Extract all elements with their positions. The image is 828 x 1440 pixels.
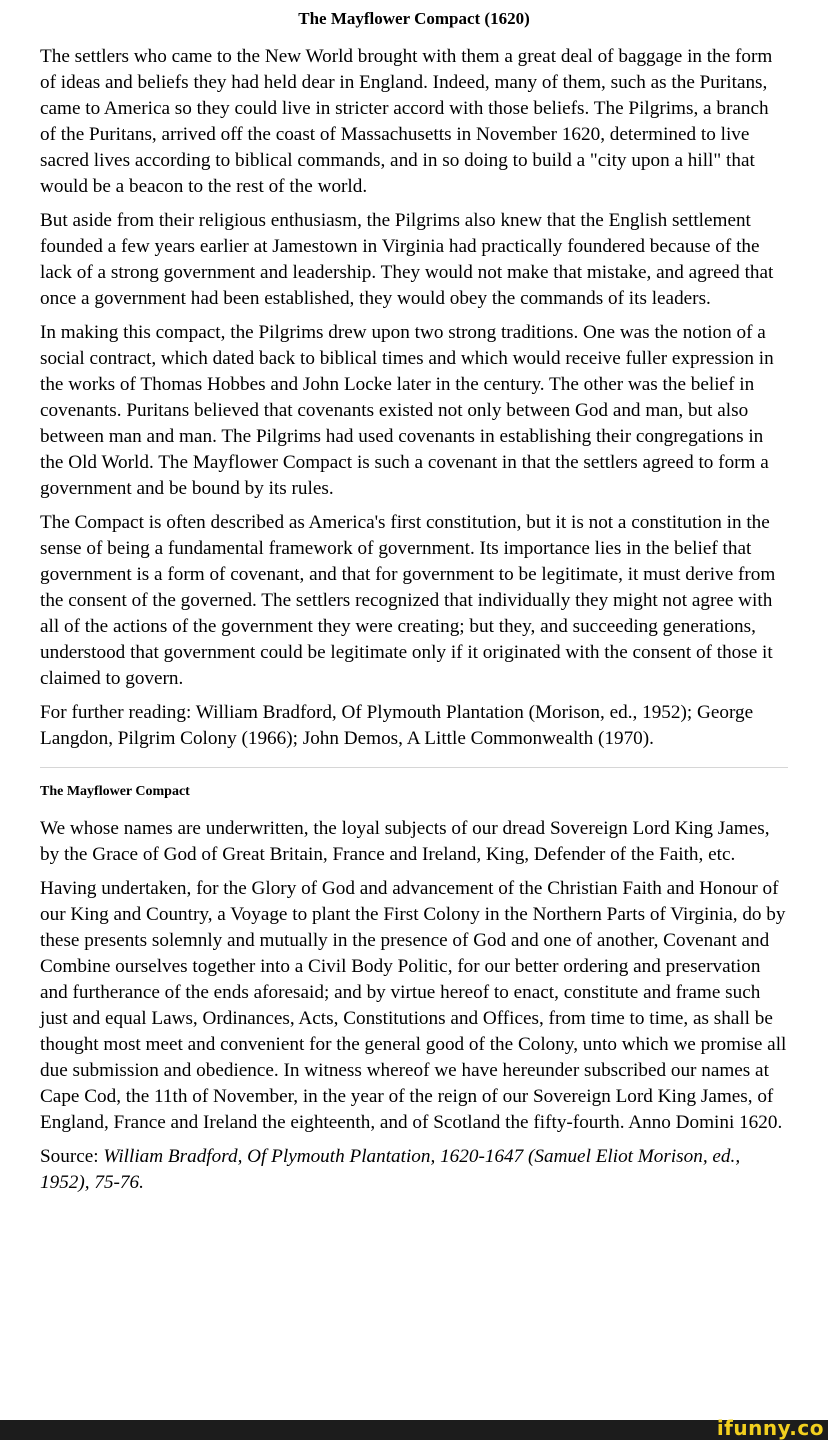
intro-paragraph-4: The Compact is often described as America's first constitution, but it is not a constitution in the sense of being a fundamental framework of government. Its importance lies in the belief that government is a form of covenant, and that for government to be legitimate, it must derive from the consent of the governed. The settlers recognized that individually they might not agree with all of the actions of the government they were creating; but they, and succeeding generations, understood that government could be legitimate only if it originated with the consent of those it claimed to govern. (40, 512, 776, 689)
footer-bar (0, 1420, 828, 1440)
intro-paragraph-1: The settlers who came to the New World brought with them a great deal of baggage in the form of ideas and beliefs they had held dear in England. Indeed, many of them, such as the Puritans, came to America so they could live in stricter accord with those beliefs. The Pilgrims, a branch of the Puritans, arrived off the coast of Massachusetts in November 1620, determined to live sacred lives according to biblical commands, and in so doing to build a "city upon a hill" that would be a beacon to the rest of the world. (40, 46, 773, 197)
compact-section-title: The Mayflower Compact (40, 784, 190, 799)
ifunny-watermark: ifunny.co (716, 1416, 824, 1440)
compact-paragraph-1: We whose names are underwritten, the loyal subjects of our dread Sovereign Lord King James, by the Grace of God of Great Britain, France and Ireland, King, Defender of the Faith, etc. (40, 818, 770, 865)
source-paragraph (40, 1144, 788, 1196)
document-title: The Mayflower Compact (1620) (298, 9, 530, 28)
source-citation: William Bradford, Of Plymouth Plantation, 1620-1647 (Samuel Eliot Morison, ed., 1952), 75-76. (40, 1146, 741, 1193)
section-divider (40, 767, 788, 768)
source-label: Source: (40, 1146, 104, 1167)
intro-paragraph-3: In making this compact, the Pilgrims drew upon two strong traditions. One was the notion of a social contract, which dated back to biblical times and which would receive fuller expression in the works of Thomas Hobbes and John Locke later in the century. The other was the belief in covenants. Puritans believed that covenants existed not only between God and man, but also between man and man. The Pilgrims had used covenants in establishing their congregations in the Old World. The Mayflower Compact is such a covenant in that the settlers agreed to form a government and be bound by its rules. (40, 322, 774, 499)
intro-paragraph-2: But aside from their religious enthusiasm, the Pilgrims also knew that the English settlement founded a few years earlier at Jamestown in Virginia had practically foundered because of the lack of a strong government and leadership. They would not make that mistake, and agreed that once a government had been established, they would obey the commands of its leaders. (40, 210, 774, 309)
compact-paragraph-2: Having undertaken, for the Glory of God and advancement of the Christian Faith and Honour of our King and Country, a Voyage to plant the First Colony in the Northern Parts of Virginia, do by these presents solemnly and mutually in the presence of God and one of another, Covenant and Combine ourselves together into a Civil Body Politic, for our better ordering and preservation and furtherance of the ends aforesaid; and by virtue hereof to enact, constitute and frame such just and equal Laws, Ordinances, Acts, Constitutions and Offices, from time to time, as shall be thought most meet and convenient for the general good of the Colony, unto which we promise all due submission and obedience. In witness whereof we have hereunder subscribed our names at Cape Cod, the 11th of November, in the year of the reign of our Sovereign Lord King James, of England, France and Ireland the eighteenth, and of Scotland the fifty-fourth. Anno Domini 1620. (40, 878, 787, 1133)
further-reading-paragraph: For further reading: William Bradford, Of Plymouth Plantation (Morison, ed., 1952); George Langdon, Pilgrim Colony (1966); John Demos, A Little Commonwealth (1970). (40, 702, 754, 749)
